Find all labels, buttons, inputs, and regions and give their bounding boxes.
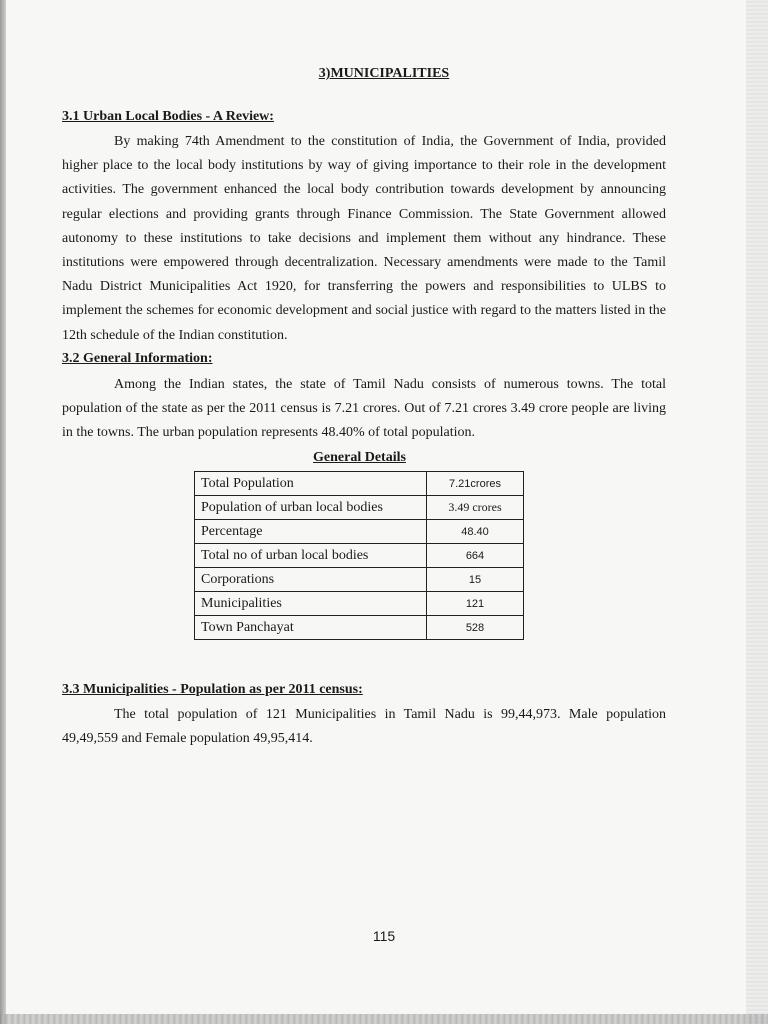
section-heading-urban-local-bodies: 3.1 Urban Local Bodies - A Review: [62, 109, 274, 124]
row-label: Town Panchayat [195, 616, 427, 640]
table-row [195, 616, 524, 640]
section-heading-municipalities-population: 3.3 Municipalities - Population as per 2011 census: [62, 682, 363, 697]
row-value: 664 [427, 544, 524, 568]
page-title: 3)MUNICIPALITIES [318, 66, 450, 81]
row-value: 15 [427, 568, 524, 592]
paragraph-text: By making 74th Amendment to the constitution of India, the Government of India, provided higher place to the local body institutions by way of giving importance to their role in the development activities. The government enhanced the local body contribution towards development by announcing regular elections and providing grants through Finance Commission. The State Government allowed autonomy to these institutions to take decisions and implement them without any hindrance. These institutions were empowered through decentralization. Necessary amendments were made to the Tamil Nadu District Municipalities Act 1920, for transferring the powers and responsibilities to ULBS to implement the schemes for economic development and social justice with regard to the matters listed in the 12th schedule of the Indian constitution. [62, 134, 666, 343]
table-row [195, 496, 524, 520]
row-value: 7.21crores [427, 472, 524, 496]
scan-edge-left [0, 0, 6, 1024]
row-label: Percentage [195, 520, 427, 544]
scan-edge-right [746, 0, 768, 1024]
row-label: Total Population [195, 472, 427, 496]
row-value: 121 [427, 592, 524, 616]
section-paragraph-urban-local-bodies [62, 130, 666, 348]
page-number: 115 [372, 928, 396, 944]
general-details-table [194, 471, 524, 640]
table-row [195, 544, 524, 568]
row-label: Municipalities [195, 592, 427, 616]
section-heading-general-information: 3.2 General Information: [62, 351, 213, 366]
row-value: 528 [427, 616, 524, 640]
section-paragraph-general-information [62, 373, 666, 446]
table-row [195, 568, 524, 592]
row-label: Corporations [195, 568, 427, 592]
table-row [195, 520, 524, 544]
paragraph-text: The total population of 121 Municipalities in Tamil Nadu is 99,44,973. Male population 49,49,559 and Female population 49,95,414. [62, 707, 666, 747]
row-value: 3.49 crores [427, 496, 524, 520]
table-row [195, 472, 524, 496]
table-row [195, 592, 524, 616]
paragraph-text: Among the Indian states, the state of Tamil Nadu consists of numerous towns. The total population of the state as per the 2011 census is 7.21 crores. Out of 7.21 crores 3.49 crore people are living in the towns. The urban population represents 48.40% of total population. [62, 377, 666, 441]
scan-edge-bottom [0, 1014, 768, 1024]
table-caption: General Details [313, 450, 406, 465]
section-paragraph-municipalities-population [62, 703, 666, 751]
row-label: Total no of urban local bodies [195, 544, 427, 568]
row-label: Population of urban local bodies [195, 496, 427, 520]
row-value: 48.40 [427, 520, 524, 544]
